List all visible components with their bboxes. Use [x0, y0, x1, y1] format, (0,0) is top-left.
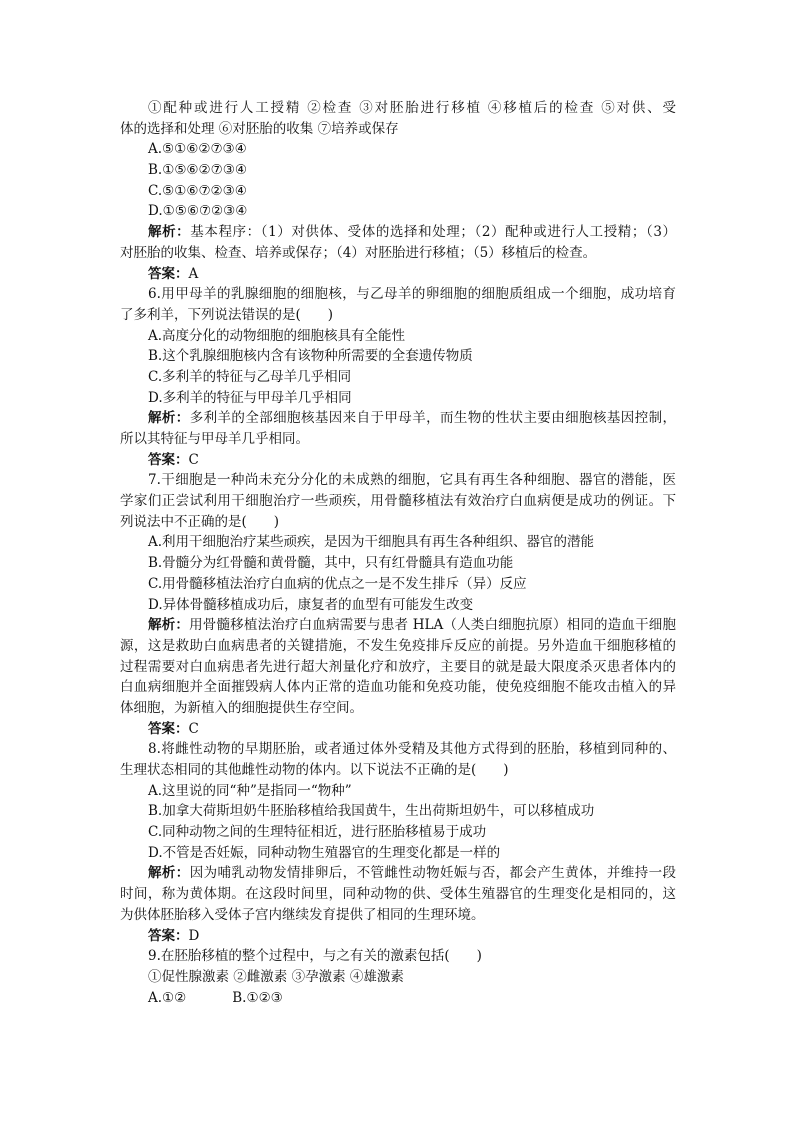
q7-answer-value: C: [188, 720, 199, 737]
answer-label: 答案：: [148, 927, 189, 944]
q8-option-c: C.同种动物之间的生理特征相近，进行胚胎移植易于成功: [148, 824, 487, 841]
q5-answer-value: A: [188, 265, 199, 282]
analysis-label: 解析：: [148, 617, 190, 634]
q5-analysis: [120, 222, 676, 243]
q5-option-d: D.①⑤⑥⑦②③④: [148, 203, 248, 220]
q7-analysis-text-3: 过程需要对白血病患者先进行超大剂量化疗和放疗，主要目的就是最大限度杀灭患者体内的: [120, 658, 676, 675]
q7-option-a: A.利用干细胞治疗某些顽疾，是因为干细胞具有再生各种组织、器官的潜能: [148, 534, 595, 551]
q8-analysis-text-2: 时间，称为黄体期。在这段时间里，同种动物的供、受体生殖器官的生理变化是相同的，这: [120, 886, 676, 903]
q7-analysis: [120, 615, 676, 636]
q7-analysis-text-1: 用骨髓移植法治疗白血病需要与患者 HLA（人类白细胞抗原）相同的造血干细胞: [189, 617, 677, 634]
q7-answer: [120, 719, 676, 740]
q6-option-c: C.多利羊的特征与乙母羊几乎相同: [148, 368, 352, 385]
q5-steps-line1: ①配种或进行人工授精 ②检查 ③对胚胎进行移植 ④移植后的检查 ⑤对供、受: [148, 100, 676, 116]
answer-label: 答案：: [148, 720, 189, 737]
q7-stem-2: 学家们正尝试利用干细胞治疗一些顽疾，用骨髓移植法有效治疗白血病便是成功的例证。下: [120, 493, 676, 510]
q7-option-c: C.用骨髓移植法治疗白血病的优点之一是不发生排斥（异）反应: [148, 575, 527, 592]
q9-option-a: A.①②: [148, 989, 187, 1006]
q6-option-a: A.高度分化的动物细胞的细胞核具有全能性: [148, 327, 406, 344]
q6-answer-value: C: [188, 451, 199, 468]
q6-analysis: [120, 408, 676, 429]
q5-answer: [120, 264, 676, 285]
q8-analysis-text-1: 因为哺乳动物发情排卵后，不管雌性动物妊娠与否，都会产生黄体，并维持一段: [189, 865, 677, 882]
q7-option-d: D.异体骨髓移植成功后，康复者的血型有可能发生改变: [148, 596, 474, 613]
q9-stem: 9.在胚胎移植的整个过程中，与之有关的激素包括( ): [148, 948, 482, 965]
q8-stem-1: 8.将雌性动物的早期胚胎，或者通过体外受精及其他方式得到的胚胎，移植到同种的、: [148, 741, 676, 758]
q5-analysis-text-1: 基本程序：（1）对供体、受体的选择和处理；（2）配种或进行人工授精；（3）: [190, 224, 676, 241]
answer-label: 答案：: [148, 265, 189, 282]
page-content: [120, 98, 676, 1008]
q9-options: [120, 988, 676, 1009]
q8-answer: [120, 926, 676, 947]
analysis-label: 解析：: [148, 224, 191, 241]
analysis-label: 解析：: [148, 865, 190, 882]
q5-steps-line2: 体的选择和处理 ⑥对胚胎的收集 ⑦培养或保存: [120, 120, 399, 137]
analysis-label: 解析：: [148, 410, 190, 427]
q6-analysis-text-1: 多利羊的全部细胞核基因来自于甲母羊，而生物的性状主要由细胞核基因控制，: [189, 410, 677, 427]
q8-option-b: B.加拿大荷斯坦奶牛胚胎移植给我国黄牛，生出荷斯坦奶牛，可以移植成功: [148, 803, 595, 820]
q7-stem-1: 7.干细胞是一种尚未充分分化的未成熟的细胞，它具有再生各种细胞、器官的潜能，医: [148, 472, 676, 489]
q6-option-d: D.多利羊的特征与甲母羊几乎相同: [148, 389, 352, 406]
q8-answer-value: D: [188, 927, 200, 944]
q8-option-a: A.这里说的同“种”是指同一“物种”: [148, 782, 352, 799]
q9-items: ①促性腺激素 ②雌激素 ③孕激素 ④雄激素: [148, 968, 404, 985]
q6-option-b: B.这个乳腺细胞核内含有该物种所需要的全套遗传物质: [148, 348, 473, 365]
q5-option-b: B.①⑤⑥②⑦③④: [148, 162, 247, 179]
q8-analysis-text-3: 为供体胚胎移入受体子宫内继续发育提供了相同的生理环境。: [120, 906, 485, 923]
q8-option-d: D.不管是否妊娠，同种动物生殖器官的生理变化都是一样的: [148, 844, 501, 861]
q8-analysis: [120, 863, 676, 884]
q5-option-a: A.⑤①⑥②⑦③④: [148, 141, 247, 158]
q6-analysis-text-2: 所以其特征与甲母羊几乎相同。: [120, 431, 309, 447]
q9-option-b: B.①②③: [232, 989, 283, 1006]
q7-analysis-text-5: 体细胞，为新植入的细胞提供生存空间。: [120, 699, 363, 716]
q7-stem-3: 列说法中不正确的是( ): [120, 513, 280, 530]
q5-analysis-text-2: 对胚胎的收集、检查、培养或保存；（4）对胚胎进行移植；（5）移植后的检查。: [120, 244, 597, 261]
q5-option-c: C.⑤①⑥⑦②③④: [148, 182, 247, 199]
answer-label: 答案：: [148, 451, 189, 468]
q7-analysis-text-2: 源，这是救助白血病患者的关键措施，不发生免疫排斥反应的前提。另外造血干细胞移植的: [120, 637, 676, 654]
q6-stem-2: 了多利羊，下列说法错误的是( ): [120, 306, 334, 323]
q6-answer: [120, 450, 676, 471]
q7-analysis-text-4: 白血病细胞并全面摧毁病人体内正常的造血功能和免疫功能，使免疫细胞不能攻击植入的异: [120, 679, 676, 696]
q8-stem-2: 生理状态相同的其他雌性动物的体内。以下说法不正确的是( ): [120, 762, 509, 778]
q7-option-b: B.骨髓分为红骨髓和黄骨髓，其中，只有红骨髓具有造血功能: [148, 555, 514, 572]
q6-stem-1: 6.用甲母羊的乳腺细胞的细胞核，与乙母羊的卵细胞的细胞质组成一个细胞，成功培育: [148, 286, 676, 303]
